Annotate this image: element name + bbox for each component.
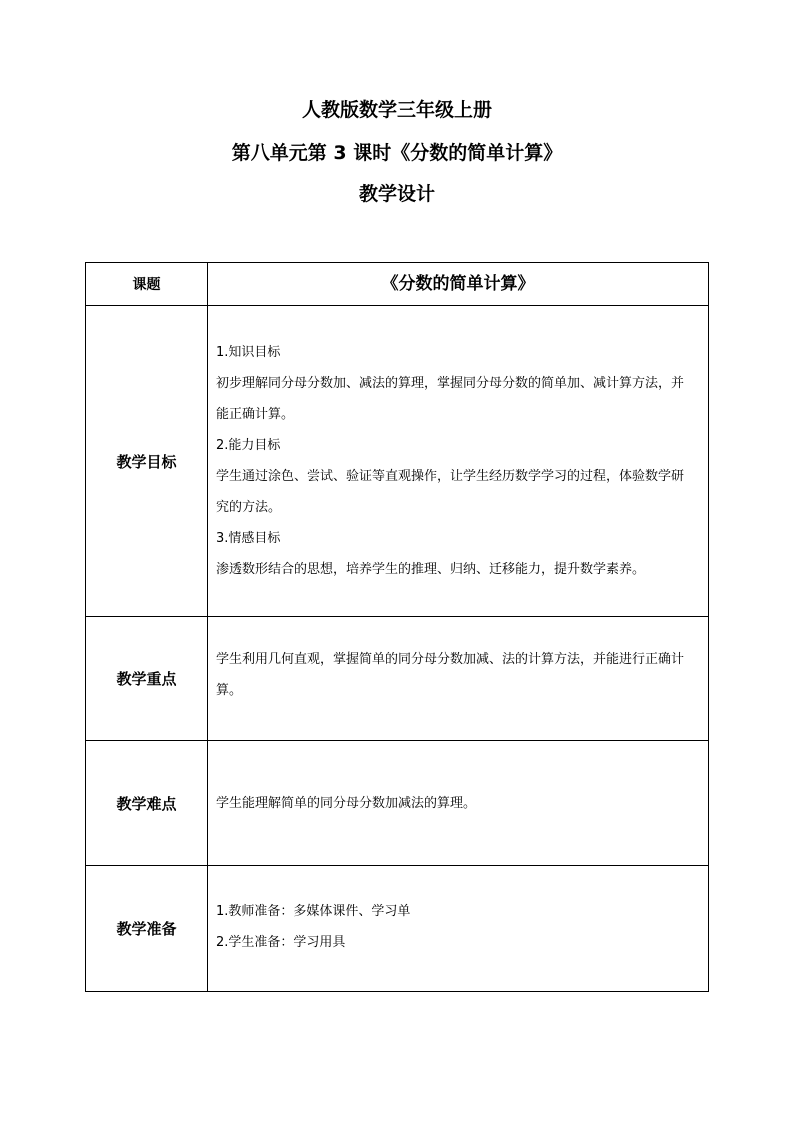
preparation-row [86,866,709,992]
goals-row [86,306,709,617]
goals-line: 2.能力目标 [216,438,281,453]
preparation-label: 教学准备 [86,866,208,992]
preparation-line: 2.学生准备：学习用具 [216,934,346,950]
key-points-line: 算。 [216,682,243,698]
goals-label: 教学目标 [86,306,208,617]
goals-line: 1.知识目标 [216,345,281,360]
goals-line: 初步理解同分母分数加、减法的算理，掌握同分母分数的简单加、减计算方法，并 [216,376,685,391]
preparation-line: 1.教师准备：多媒体课件、学习单 [216,903,411,919]
document-type-title: 教学设计 [358,183,435,205]
lesson-title: 第八单元第 3 课时《分数的简单计算》 [231,142,563,164]
topic-row [86,263,709,306]
key-points-label: 教学重点 [86,617,208,741]
key-points-row [86,617,709,741]
document-header [0,100,794,204]
lesson-plan-table [85,262,709,992]
difficulties-label: 教学难点 [86,741,208,866]
topic-value: 《分数的简单计算》 [208,263,709,306]
key-points-content [208,617,709,741]
goals-line: 学生通过涂色、尝试、验证等直观操作，让学生经历数学学习的过程，体验数学研 [216,469,685,484]
difficulties-content [208,741,709,866]
goals-line: 究的方法。 [216,500,282,515]
topic-label: 课题 [86,263,208,306]
goals-content [208,306,709,617]
goals-line: 3.情感目标 [216,531,281,546]
goals-line: 渗透数形结合的思想，培养学生的推理、归纳、迁移能力，提升数学素养。 [216,562,646,577]
textbook-title: 人教版数学三年级上册 [301,99,492,121]
difficulties-row [86,741,709,866]
preparation-content [208,866,709,992]
difficulties-line: 学生能理解简单的同分母分数加减法的算理。 [216,795,477,811]
key-points-line: 学生利用几何直观，掌握简单的同分母分数加减、法的计算方法，并能进行正确计 [216,651,685,667]
goals-line: 能正确计算。 [216,407,295,422]
